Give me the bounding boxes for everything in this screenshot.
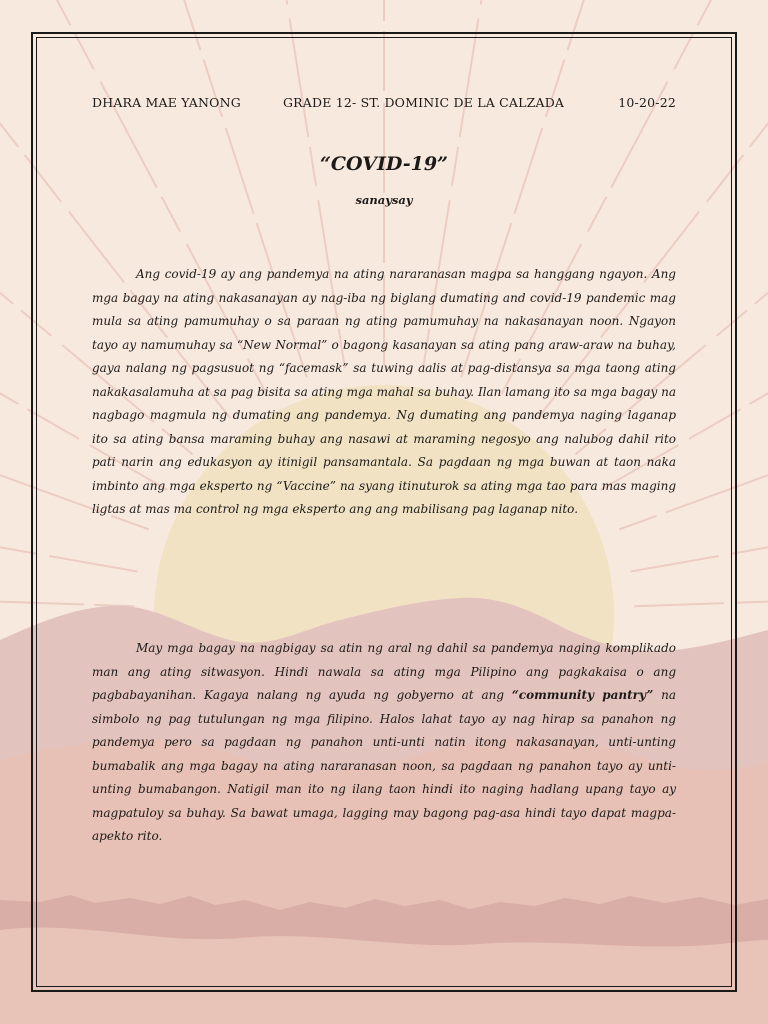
essay-paragraph-1: Ang covid-19 ay ang pandemya na ating nararanasan magpa sa hanggang ngayon. Ang mga bagay na ating nakasanayan ay nag-iba ng biglang dumating and covid-19 pandemic mag mula sa ating pamumuhay o sa paraan ng ating pamumuhay na nakasanayan noon. Ngayon tayo ay namumuhay sa “New Normal” o bagong kasanayan sa ating pang araw-araw na buhay, gaya nalang ng pagsusuot ng “facemask” sa tuwing aalis at pag-distansya sa mga taong ating nakakasalamuha at sa pag bisita sa ating mga mahal sa buhay. Ilan lamang ito sa mga bagay na nagbago magmula ng dumating ang pandemya. Ng dumating ang pandemya naging laganap ito sa ating bansa maraming buhay ang nasawi at maraming negosyo ang nalubog dahil rito pati narin ang edukasyon ay itinigil pansamantala. Sa pagdaan ng mga buwan at taon naka imbinto ang mga eksperto ng “Vaccine” na syang itinuturok sa ating mga tao para mas maging ligtas at mas ma control ng mga eksperto ang ang mabilisang pag laganap nito.	[92, 267, 676, 516]
grade-section: GRADE 12- ST. DOMINIC DE LA CALZADA	[283, 95, 565, 110]
document-title: “COVID-19”	[320, 153, 448, 175]
document-date: 10-20-22	[618, 95, 676, 110]
community-pantry-emphasis: “community pantry”	[511, 688, 654, 702]
paragraph-2-text-after: na simbolo ng pag tutulungan ng mga filipino. Halos lahat tayo ay nag hirap sa panahon ng pandemya pero sa pagdaan ng panahon unti-unti natin itong nakasanayan, unti-unting bumabalik ang mga bagay na ating nararanasan noon, sa pagdaan ng panahon tayo ay unti-unting bumabangon. Natigil man ito ng ilang taon hindi ito naging hadlang upang tayo ay magpatuloy sa buhay. Sa bawat umaga, lagging may bagong pag-asa hindi tayo dapat magpa-apekto rito.	[92, 688, 676, 843]
document-subtitle: sanaysay	[355, 193, 413, 207]
author-name: DHARA MAE YANONG	[92, 95, 241, 110]
essay-paragraph-2	[92, 637, 676, 849]
paragraph-2-text-before: May mga bagay na nagbigay sa atin ng aral ng dahil sa pandemya naging komplikado man ang ating sitwasyon. Hindi nawala sa ating mga Pilipino ang pagkakaisa o ang pagbabayanihan. Kagaya nalang ng ayuda ng gobyerno at ang	[92, 641, 676, 702]
